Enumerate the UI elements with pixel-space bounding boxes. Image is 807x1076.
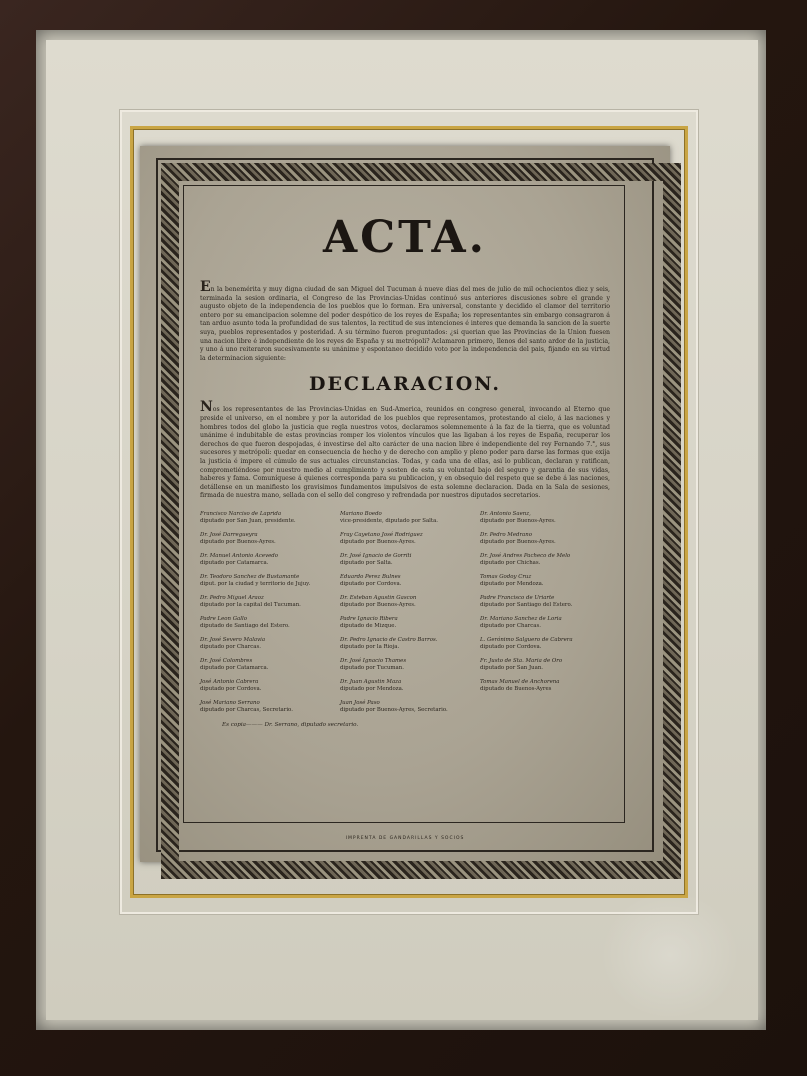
intro-drop-cap: E [200, 279, 211, 295]
signatory-name: Dr. Pedro Medrano [480, 531, 532, 538]
declaration-text: os los representantes de las Provincias-Unidas en Sud-America, reunidos en congreso general, invocando al Eterno que preside el universo, en el nombre y por la autoridad de los pueblos que representamos, protestando al cielo, á las naciones y hombres todos del globo la justicia que regla nuestros votos, declaramos solemnemente á la faz de la tierra, que es voluntad unánime é indubitable de estas provincias romper los violentos vínculos que las ligaban á los reyes de España, recuperar los derechos de que fueron despojadas, é investirse del alto carácter de una nacion libre é independiente del rey Fernando 7.°, sus sucesores y metrópoli: quedar en consecuencia de hecho y de derecho con amplio y pleno poder para darse las formas que exija la justicia é impere el cúmulo de sus actuales circunstancias. Todas, y cada una de ellas, asi lo publican, declaran y ratifican, comprometiéndose por nuestro medio al cumplimiento y sosten de esta su voluntad bajo del seguro y garantia de sus vidas, haberes y fama. Comuníquese á quienes corresponda para su publicacion, y en obsequio del respeto que se debe á las naciones, detállense en un manifiesto los gravisimos fundamentos impulsivos de esta solemne declaracion. Dada en la Sala de sesiones, firmada de nuestra mano, sellada con el sello del congreso y refrendada por nuestros diputados secretarios. [200, 406, 610, 500]
signature-entry [200, 658, 330, 672]
declaration-drop-cap: N [200, 399, 213, 416]
signatory-name: Dr. Pedro Ignacio de Castro Barros. [340, 636, 438, 643]
signatory-name: Dr. José Darregueyra [200, 531, 258, 538]
signatory-role: diputado por San Juan, presidente. [200, 517, 296, 524]
signatures-grid [200, 511, 610, 714]
signature-entry [480, 616, 610, 630]
signature-entry [480, 637, 610, 651]
document-title: ACTA. [323, 212, 487, 263]
signatory-name: Dr. Esteban Agustin Gascon [340, 594, 417, 601]
signature-entry [200, 679, 330, 693]
signature-entry [340, 616, 470, 630]
signatory-role: diputado de Santiago del Estero. [200, 622, 290, 629]
signatory-role: diputado por San Juan. [480, 664, 543, 671]
signatory-role: diputado por Catamarca. [200, 559, 269, 566]
signatory-role: vice-presidente, diputado por Salta. [340, 517, 439, 524]
signatory-name: Tomas Godoy Cruz [480, 573, 532, 580]
signatory-role: diputado por Buenos-Ayres. [480, 538, 556, 545]
signatory-name: José Mariano Serrano [200, 699, 260, 706]
signatory-role: diputado por Buenos-Ayres. [200, 538, 276, 545]
signatory-role: diputado por la capital del Tucuman. [200, 601, 301, 608]
signatory-name: Dr. Teodoro Sanchez de Bustamante [200, 573, 300, 580]
signature-entry [340, 679, 470, 693]
signatory-name: L. Gerónimo Salguero de Cabrera [480, 636, 573, 643]
signatory-role: diputado por Chichas. [480, 559, 541, 566]
signatory-role: diputado por Catamarca. [200, 664, 269, 671]
signatory-role: diputado por Cordova. [200, 685, 262, 692]
signatory-name: Fr. Justo de Sta. Maria de Oro [480, 657, 563, 664]
signature-entry [480, 574, 610, 588]
signatory-name: Dr. José Colombres [200, 657, 253, 664]
framed-document [140, 146, 670, 862]
signature-entry [200, 532, 330, 546]
signature-entry [200, 700, 330, 714]
signatory-role: diputado por Cordova. [340, 580, 402, 587]
signatory-role: diputado por Tucuman. [340, 664, 404, 671]
signatory-role: diputado por Mendoza. [340, 685, 404, 692]
signature-entry [340, 511, 470, 525]
declaration-heading: DECLARACION. [308, 373, 502, 396]
signatory-role: diputado por Charcas, Secretario. [200, 706, 293, 713]
signatory-name: Dr. José Severo Malavia [200, 636, 266, 643]
signatory-role: diputado por Charcas. [480, 622, 541, 629]
document-content [200, 212, 610, 728]
signatory-name: Juan José Paso [340, 699, 380, 706]
copy-attestation: Es copia——— Dr. Serrano, diputado secretario. [222, 721, 359, 728]
signature-entry [480, 658, 610, 672]
signatory-name: Padre Ignacio Ribera [340, 615, 398, 622]
signature-entry [480, 511, 610, 525]
signatory-name: Dr. Mariano Sanchez de Loria [480, 615, 562, 622]
signatory-role: diputado por la Rioja. [340, 643, 400, 650]
signature-entry [340, 700, 470, 714]
signatory-name: Francisco Narciso de Laprida [200, 510, 282, 517]
signature-entry [340, 574, 470, 588]
signature-entry [200, 616, 330, 630]
signatory-name: Dr. Antonio Saenz, [480, 510, 531, 517]
signature-entry [480, 553, 610, 567]
signatory-role: diputado por Santiago del Estero. [480, 601, 573, 608]
signature-entry [340, 553, 470, 567]
signature-entry [200, 637, 330, 651]
signature-entry [480, 532, 610, 546]
signatory-role: diputado por Salta. [340, 559, 393, 566]
signatory-name: Dr. José Andres Pacheco de Melo [480, 552, 571, 559]
signatory-role: diputado de Buenos-Ayres [480, 685, 552, 692]
signatory-name: Eduardo Perez Bulnes [340, 573, 401, 580]
signatory-name: Tomas Manuel de Anchorena [480, 678, 560, 685]
signatory-name: Padre Francisco de Uriarte [480, 594, 555, 601]
signature-entry [200, 595, 330, 609]
intro-paragraph [200, 279, 610, 363]
signature-entry [200, 574, 330, 588]
signature-entry [200, 553, 330, 567]
signatory-role: diputado por Buenos-Ayres. [340, 538, 416, 545]
signature-entry [340, 532, 470, 546]
signature-entry [480, 595, 610, 609]
signatory-role: diputado por Cordova. [480, 643, 542, 650]
signature-entry [340, 637, 470, 651]
signature-entry [480, 679, 610, 693]
signatory-name: José Antonio Cabrera [200, 678, 259, 685]
signatory-name: Mariano Boedo [340, 510, 382, 517]
intro-text: n la benemérita y muy digna ciudad de san Miguel del Tucuman á nueve dias del mes de julio de mil ochocientos diez y seis, terminada la sesion ordinaria, el Congreso de las Provincias-Unidas continuó sus anteriores discusiones sobre el grande y augusto objeto de la independencia de los pueblos que lo forman. Era universal, constante y decidido el clamor del territorio entero por su emancipacion solemne del poder despótico de los reyes de España; los representantes sin embargo consagraron á tan arduo asunto toda la profundidad de sus talentos, la rectitud de sus intenciones é interes que demanda la sancion de la suerte suya, pueblos representados y posteridad. A su término fueron preguntados: ¿si querian que las Provincias de la Union fuesen una nacion libre é independiente de los reyes de España y su metrópoli? Aclamaron primero, llenos del santo ardor de la justicia, y uno á uno reiteraron sucesivamente su unánime y espontaneo decidido voto por la independencia del pais, fijando en su virtud la determinacion siguiente: [200, 286, 610, 362]
signatory-name: Padre Leon Gallo [200, 615, 247, 622]
declaration-paragraph [200, 399, 610, 501]
signatory-name: Dr. José Ignacio Thames [340, 657, 407, 664]
printer-imprint: IMPRENTA DE GANDARILLAS Y SOCIOS [345, 836, 465, 841]
signature-entry [200, 511, 330, 525]
signatory-role: diputado por Charcas. [200, 643, 261, 650]
signatory-role: diput. por la ciudad y territorio de Jujuy. [200, 580, 311, 587]
signature-entry [340, 595, 470, 609]
signatory-role: diputado por Buenos-Ayres. [340, 601, 416, 608]
signatory-role: diputado de Mizque. [340, 622, 397, 629]
signatory-name: Fray Cayetano José Rodriguez [340, 531, 423, 538]
signatory-role: diputado por Mendoza. [480, 580, 544, 587]
signatory-name: Dr. José Ignacio de Gorriti [340, 552, 412, 559]
signature-entry [340, 658, 470, 672]
signatory-name: Dr. Juan Agustin Maza [340, 678, 402, 685]
glass-glare [600, 890, 740, 1020]
signatory-name: Dr. Pedro Miguel Araoz [200, 594, 264, 601]
signatory-role: diputado por Buenos-Ayres. [480, 517, 556, 524]
signatory-name: Dr. Manuel Antonio Acevedo [200, 552, 279, 559]
signatory-role: diputado por Buenos-Ayres, Secretario. [340, 706, 448, 713]
